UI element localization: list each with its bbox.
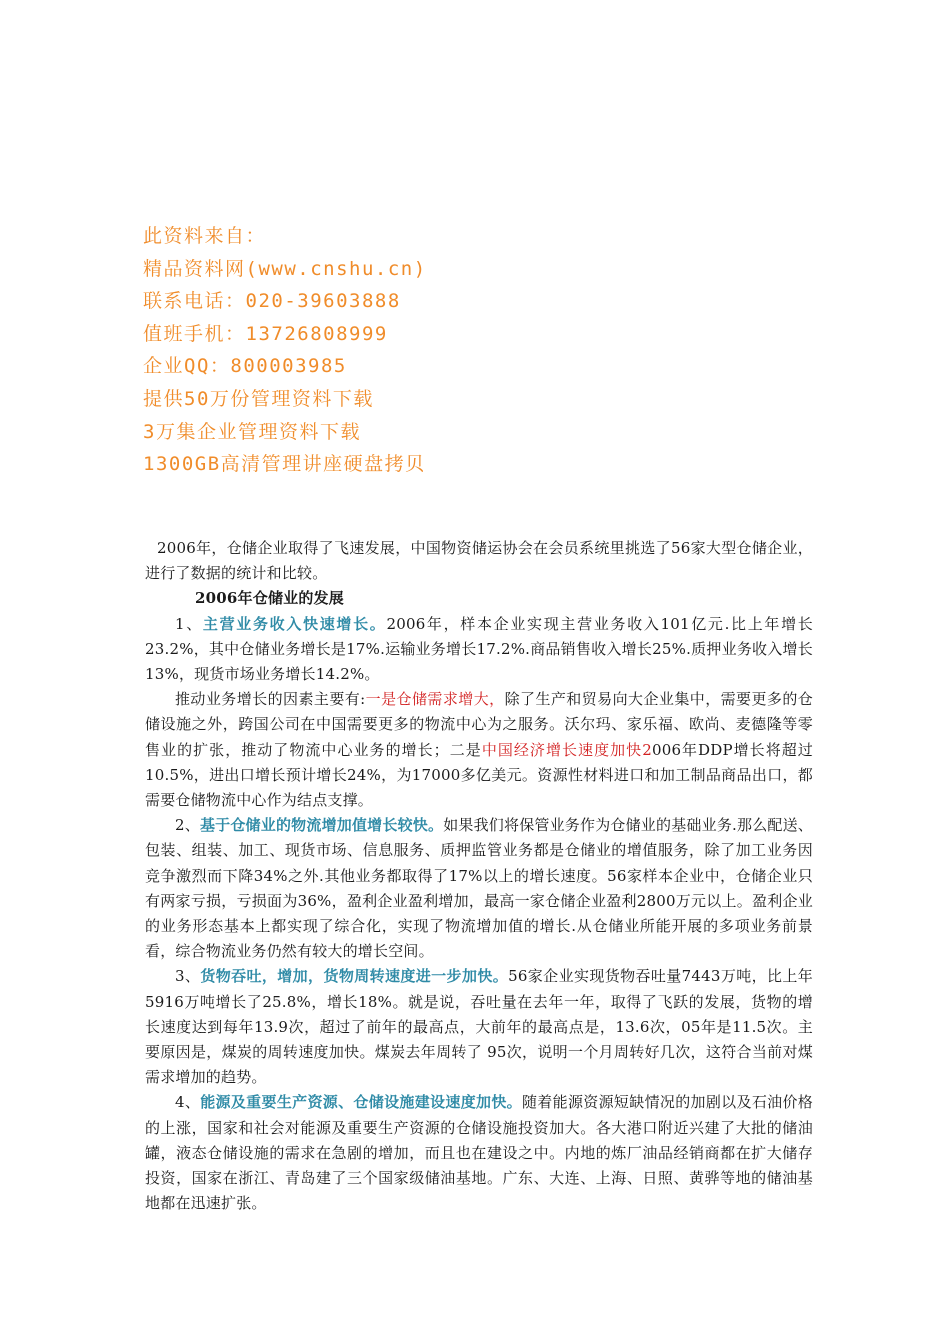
promo-mobile: 值班手机：13726808999 [143, 322, 388, 345]
keyword-energy-facilities: 能源及重要生产资源、仓储设施建设速度加快。 [200, 1093, 522, 1112]
paragraph-growth-drivers [145, 687, 813, 813]
promo-qq: 企业QQ：800003985 [143, 355, 347, 378]
keyword-value-added: 基于仓储业的物流增加值增长较快。 [199, 816, 444, 835]
promo-phone: 联系电话：020-39603888 [143, 290, 401, 313]
keyword-revenue-growth: 主营业务收入快速增长。 [202, 614, 387, 633]
paragraph-text: 56家企业实现货物吞吐量7443万吨，比上年5916万吨增长了25.8%，增长18%。就是说，吞吐量在去年一年，取得了飞跃的发展，货物的增长速度达到每年13.9次，超过了前年的最高点，大前年的最高点是，13.6次，05年是11.5次。主要原因是，煤炭的周转速度加快。煤炭去年周转了 95次，说明一个月周转好几次，这符合当前对煤需求增加的趋势。 [145, 967, 813, 1087]
item-number: 1、 [175, 614, 203, 633]
promo-offer-videos: 3万集企业管理资料下载 [143, 420, 361, 443]
article-body [145, 536, 813, 1216]
paragraph-text: 2006年，样本企业实现主营业务收入101亿元.比上年增长23.2%，其中仓储业务增长是17%.运输业务增长17.2%.商品销售收入增长25%.质押业务收入增长13%，现货市场业务增长14.2%。 [145, 614, 814, 684]
paragraph-energy-facilities [145, 1090, 813, 1216]
promo-website: 精品资料网(www.cnshu.cn) [143, 257, 427, 280]
keyword-throughput: 货物吞吐，增加，货物周转速度进一步加快。 [200, 967, 509, 986]
promo-offer-harddisk: 1300GB高清管理讲座硬盘拷贝 [143, 453, 426, 476]
paragraph-revenue-growth [145, 612, 813, 688]
promo-offer-docs: 提供50万份管理资料下载 [143, 387, 374, 410]
paragraph-text: 如果我们将保管业务作为仓储业的基础业务.那么配送、包装、组装、加工、现货市场、信息服务、质押监管业务都是仓储业的增值服务，除了加工业务因竞争激烈而下降34%之外.其他业务都取得了17%以上的增长速度。56家样本企业中，仓储企业只有两家亏损，亏损面为36%，盈利企业盈利增加，最高一家仓储企业盈利2800万元以上。盈利企业的业务形态基本上都实现了综合化，实现了物流增加值的增长.从仓储业所能开展的多项业务前景看，综合物流业务仍然有较大的增长空间。 [145, 816, 813, 961]
promo-block [143, 220, 743, 481]
intro-paragraph: 2006年，仓储企业取得了飞速发展，中国物资储运协会在会员系统里挑选了56家大型仓储企业，进行了数据的统计和比较。 [145, 539, 813, 583]
paragraph-value-added [145, 813, 813, 964]
promo-source-label: 此资料来自： [143, 225, 267, 247]
section-heading: 2006年仓储业的发展 [195, 589, 344, 608]
paragraph-text: 除了生产和贸易向大企业集中，需要更多的仓储设施之外，跨国公司在中国需要更多的物流中心为之服务。沃尔玛、家乐福、欧尚、麦德隆等零售业的扩张，推动了物流中心业务的增长；二是 [145, 690, 813, 759]
paragraph-text: 随着能源资源短缺情况的加剧以及石油价格的上涨，国家和社会对能源及重要生产资源的仓储设施投资加大。各大港口附近兴建了大批的储油罐，液态仓储设施的需求在急剧的增加，而且也在建设之中。内地的炼厂油品经销商都在扩大储存投资，国家在浙江、青岛建了三个国家级储油基地。广东、大连、上海、日照、黄骅等地的储油基地都在迅速扩张。 [145, 1093, 813, 1213]
paragraph-text: 006年DDP增长将超过10.5%，进出口增长预计增长24%，为17000多亿美元。资源性材料进口和加工制品商品出口，都需要仓储物流中心作为结点支撑。 [145, 740, 813, 810]
highlight-digit: 2 [642, 740, 652, 759]
paragraph-throughput [145, 964, 813, 1090]
item-number: 3、 [175, 967, 201, 986]
item-number: 2、 [175, 816, 200, 835]
paragraph-text: 推动业务增长的因素主要有: [175, 690, 366, 709]
highlight-demand: 一是仓储需求增大， [365, 690, 505, 709]
highlight-economy: 中国经济增长速度加快 [481, 740, 643, 759]
item-number: 4、 [175, 1093, 201, 1112]
